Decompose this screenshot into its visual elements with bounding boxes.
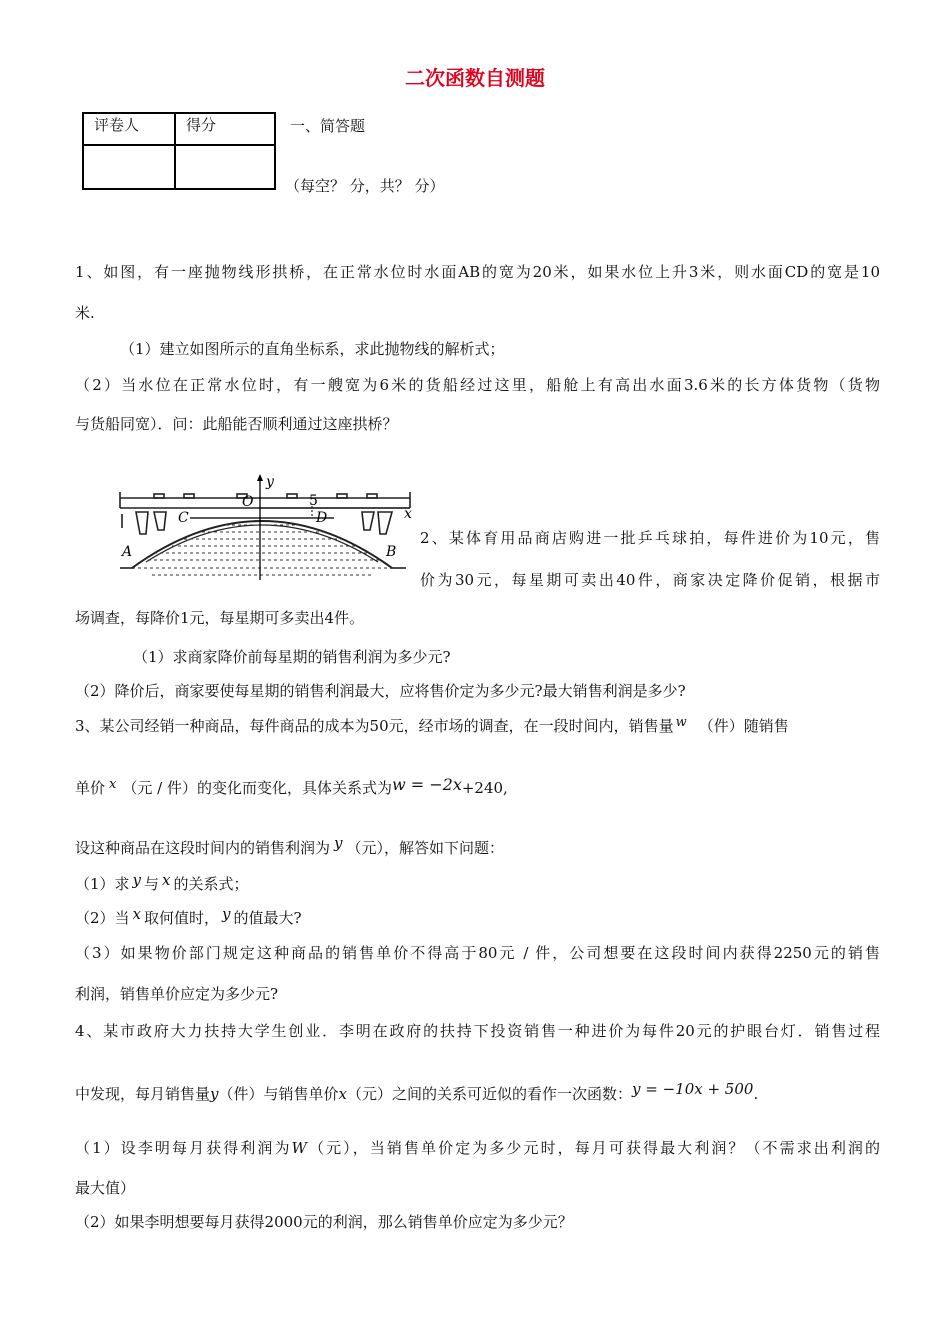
q1-line-1: 1、如图，有一座抛物线形拱桥，在正常水位时水面AB的宽为20米，如果水位上升3米，则水面CD的宽是10 [75,263,880,281]
q2-line-3: 场调查，每降价1元，每星期可多卖出4件。 [75,609,365,627]
q4-sub-1a: （1）设李明每月获得利润为W（元），当销售单价定为多少元时，每月可获得最大利润？（不需求出利润的 [75,1139,880,1157]
q4-line-2: 中发现，每月销售量y（件）与销售单价x（元）之间的关系可近似的看作一次函数：y = −10x + 500. [75,1080,759,1103]
q1-sub-1: （1）建立如图所示的直角坐标系，求此抛物线的解析式； [120,340,505,358]
figure-label-o: O [242,494,254,510]
q3-sub-1: （1）求 y 与 x 的关系式； [75,871,249,893]
q3-line-2: 单价 x （元 / 件）的变化而变化，具体关系式为w = −2x+240, [75,775,508,797]
q1-line-2: 米. [75,304,95,322]
var-x: x [109,777,117,792]
q4-line-1: 4、某市政府大力扶持大学生创业．李明在政府的扶持下投资销售一种进价为每件20元的护眼台灯．销售过程 [75,1022,880,1040]
figure-label-5: 5 [309,493,318,509]
q3-sub-3b: 利润，销售单价应定为多少元? [75,985,279,1003]
figure-label-b: B [386,544,397,560]
section-heading: 一、简答题 [290,117,366,135]
q4-sub-1b: 最大值） [75,1179,136,1197]
figure-label-y: y [266,474,274,490]
grader-cell [83,145,175,189]
q3-sub-2: （2）当 x 取何值时， y 的值最大? [75,905,302,927]
score-table [82,112,276,190]
q2-sub-1: （1）求商家降价前每星期的销售利润为多少元? [133,648,451,666]
q3-sub-3a: （3）如果物价部门规定这种商品的销售单价不得高于80元 / 件，公司想要在这段时间内获得2250元的销售 [75,944,880,962]
q1-sub-2b: 与货船同宽）．问：此船能否顺利通过这座拱桥？ [75,415,398,433]
bridge-figure [112,472,417,584]
score-cell [175,145,275,189]
q4-sub-2: （2）如果李明想要每月获得2000元的利润，那么销售单价应定为多少元？ [75,1213,573,1231]
q3-line-3: 设这种商品在这段时间内的销售利润为 y （元），解答如下问题： [75,834,505,857]
figure-label-a: A [122,544,133,560]
q2-line-1: 2、某体育用品商店购进一批乒乓球拍，每件进价为10元，售 [420,529,880,547]
figure-label-x: x [404,506,412,522]
formula-y: y = −10x + 500 [632,1080,754,1098]
score-header: 得分 [175,113,275,145]
var-y: y [334,834,343,852]
figure-label-d: D [316,510,328,526]
q2-sub-2: （2）降价后，商家要使每星期的销售利润最大，应将售价定为多少元?最大销售利润是多少? [75,682,686,700]
section-note: （每空？ 分，共？ 分） [285,177,445,195]
formula-w: w = −2x [391,775,462,794]
var-w: w [675,715,687,730]
q2-line-2: 价为30元，每星期可卖出40件，商家决定降价促销，根据市 [420,571,880,589]
figure-label-c: C [178,510,189,526]
grader-header: 评卷人 [83,113,175,145]
page-title: 二次函数自测题 [405,66,545,90]
q3-line-1: 3、某公司经销一种商品，每件商品的成本为50元，经市场的调查，在一段时间内，销售量 w （件）随销售 [75,715,789,735]
q1-sub-2a: （2）当水位在正常水位时，有一艘宽为6米的货船经过这里，船舱上有高出水面3.6米的长方体货物（货物 [75,376,880,394]
